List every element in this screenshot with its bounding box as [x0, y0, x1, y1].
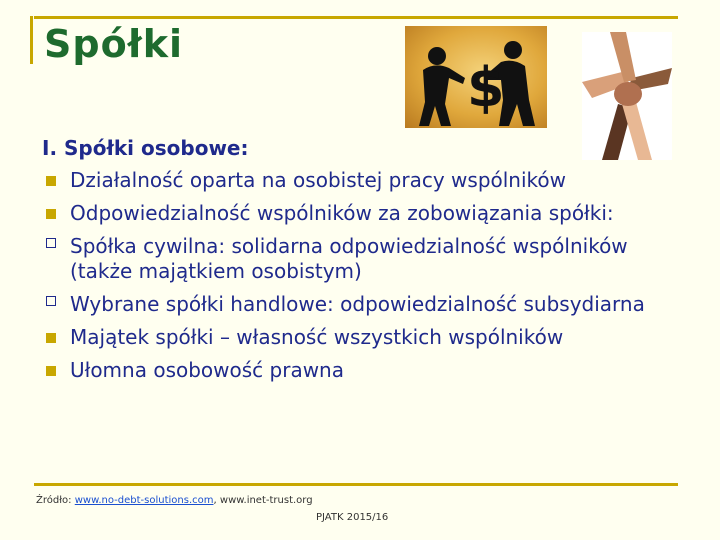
hollow-bullet-icon — [46, 238, 56, 248]
square-bullet-icon — [46, 366, 56, 376]
footer-text: PJATK 2015/16 — [316, 512, 389, 523]
hollow-bullet-icon — [46, 296, 56, 306]
list-item-text: Wybrane spółki handlowe: odpowiedzialność subsydiarna — [70, 292, 645, 316]
source-separator: , — [213, 495, 217, 506]
silhouettes-dollar-sign-icon — [405, 26, 547, 128]
list-item — [42, 168, 662, 193]
list-item — [42, 358, 662, 383]
list-item-text: Spółka cywilna: solidarna odpowiedzialność wspólników (także majątkiem osobistym) — [70, 234, 628, 283]
source-line — [36, 495, 313, 506]
section-heading: I. Spółki osobowe: — [42, 136, 249, 160]
left-divider — [30, 16, 33, 64]
source-label: Źródło: — [36, 495, 72, 506]
list-item-text: Ułomna osobowość prawna — [70, 358, 344, 382]
list-item — [42, 201, 662, 226]
list-item-text: Działalność oparta na osobistej pracy wspólników — [70, 168, 566, 192]
top-divider — [34, 16, 678, 19]
list-item-text: Majątek spółki – własność wszystkich wspólników — [70, 325, 564, 349]
source-other: www.inet-trust.org — [219, 495, 313, 506]
slide-content — [42, 136, 662, 391]
source-link[interactable]: www.no-debt-solutions.com — [74, 495, 214, 506]
square-bullet-icon — [46, 333, 56, 343]
bottom-divider — [34, 483, 678, 486]
list-item-text: Odpowiedzialność wspólników za zobowiązania spółki: — [70, 201, 614, 225]
slide-title: Spółki — [44, 22, 184, 66]
list-item — [42, 325, 662, 350]
list-item — [42, 292, 662, 317]
bullet-list — [42, 168, 662, 383]
svg-text:$: $ — [467, 56, 505, 119]
list-item — [42, 234, 662, 284]
square-bullet-icon — [46, 209, 56, 219]
square-bullet-icon — [46, 176, 56, 186]
